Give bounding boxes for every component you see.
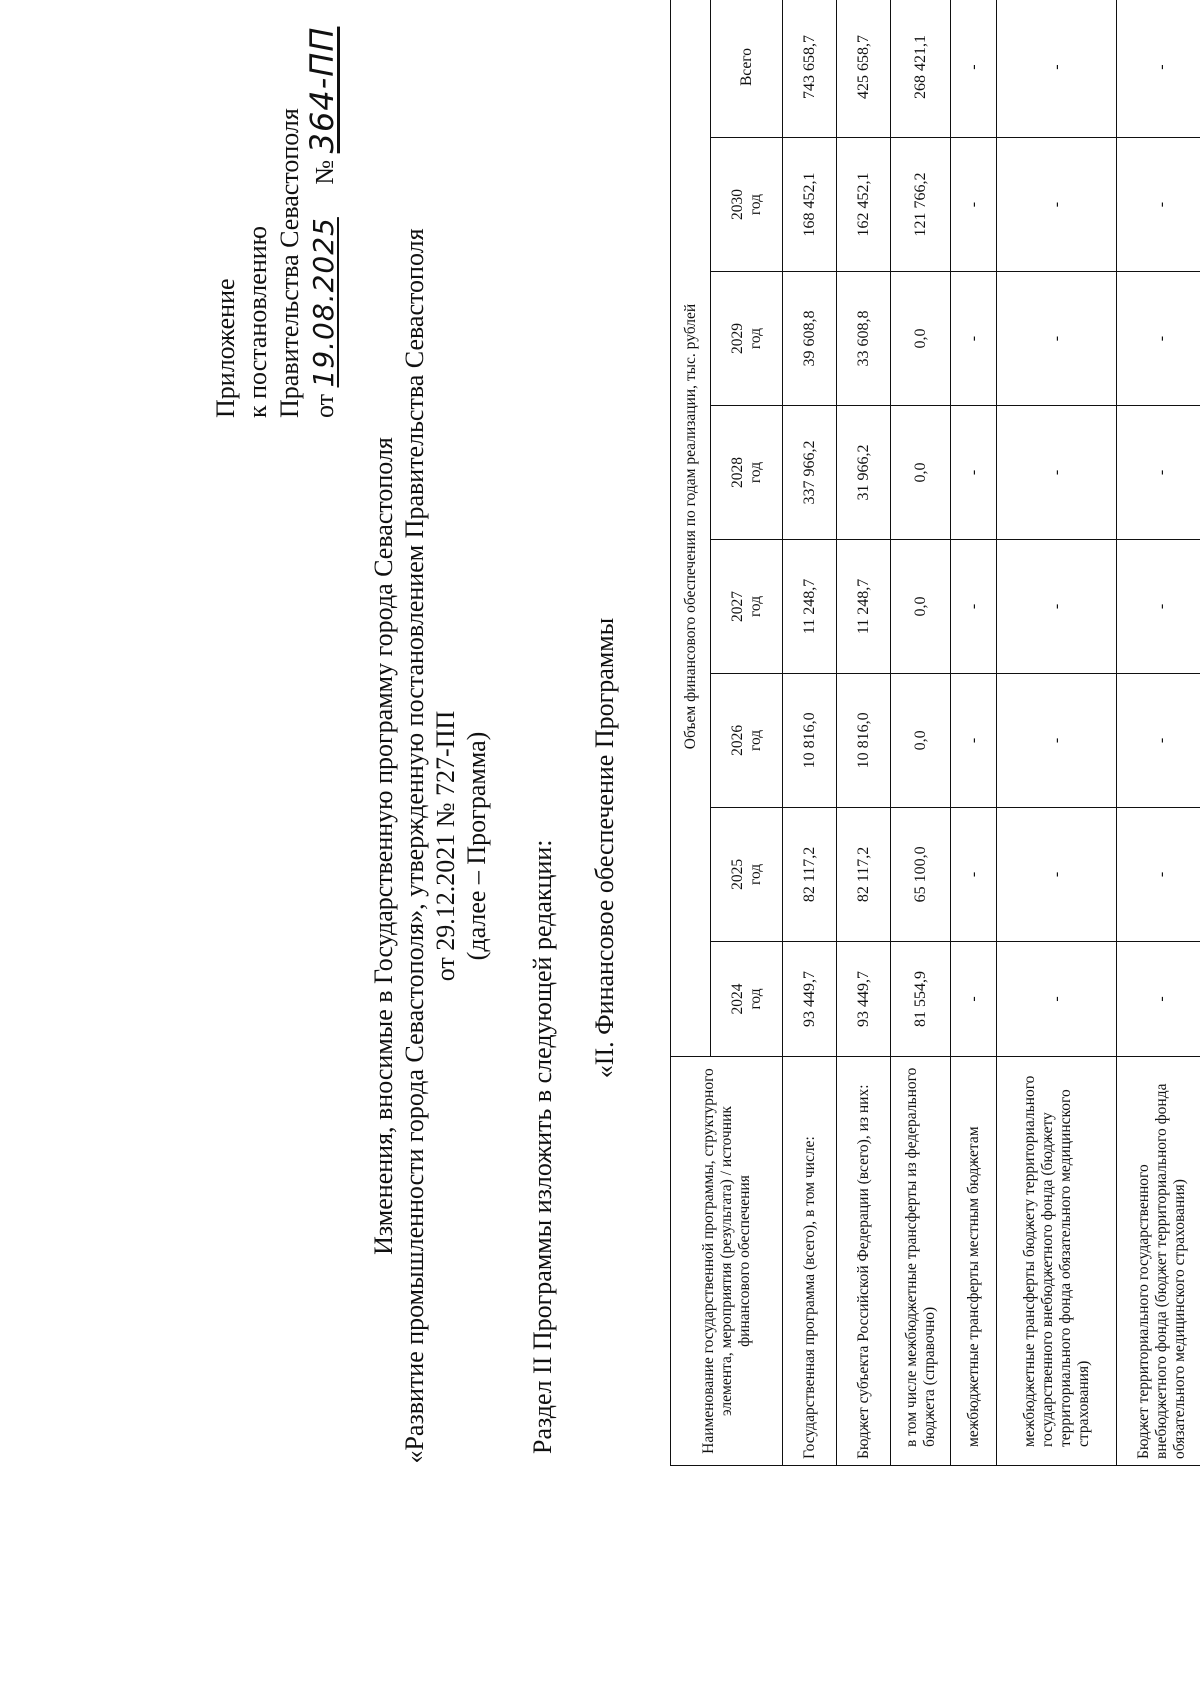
title-line-1: Изменения, вносимые в Государственную программу города Севастополя xyxy=(369,437,398,1255)
value-cell: 11 248,7 xyxy=(783,539,837,673)
value-cell: 168 452,1 xyxy=(783,138,837,272)
value-cell: 93 449,7 xyxy=(837,941,891,1056)
value-cell: 33 608,8 xyxy=(837,272,891,406)
table-row xyxy=(837,0,891,1466)
value-cell: 121 766,2 xyxy=(891,138,951,272)
year-header-2030 xyxy=(711,138,783,272)
title-line-4: (далее – Программа) xyxy=(462,731,491,961)
value-cell: 82 117,2 xyxy=(783,807,837,941)
value-cell: 268 421,1 xyxy=(891,0,951,138)
value-cell: - xyxy=(997,138,1117,272)
value-cell: 82 117,2 xyxy=(837,807,891,941)
value-cell: 743 658,7 xyxy=(783,0,837,138)
value-cell: - xyxy=(997,673,1117,807)
table-row xyxy=(997,0,1117,1466)
value-cell: - xyxy=(1117,272,1200,406)
row-name-cell: Бюджет территориального государственного внебюджетного фонда (бюджет территориального фонда обязательного медицинского страхования) xyxy=(1117,1057,1200,1466)
year-header-year: 2026 xyxy=(728,724,746,756)
year-header-unit: год xyxy=(746,461,764,484)
appendix-block xyxy=(210,18,341,418)
year-header-year: 2030 xyxy=(728,189,746,221)
year-header-unit: год xyxy=(746,595,764,618)
financing-table xyxy=(670,0,1200,1466)
value-cell: 10 816,0 xyxy=(783,673,837,807)
value-cell: 337 966,2 xyxy=(783,406,837,540)
row-name-cell: Государственная программа (всего), в том числе: xyxy=(783,1057,837,1466)
value-cell: - xyxy=(951,673,997,807)
year-header-2028 xyxy=(711,406,783,540)
value-cell: - xyxy=(997,941,1117,1056)
table-header-row xyxy=(671,0,711,1466)
value-cell: 162 452,1 xyxy=(837,138,891,272)
value-cell: - xyxy=(951,539,997,673)
value-cell: - xyxy=(951,0,997,138)
year-header-unit: год xyxy=(746,729,764,752)
title-line-2: «Развитие промышленности города Севастополя», утвержденную постановлением Правительства Севастополя xyxy=(400,228,429,1464)
year-header-unit: год xyxy=(746,988,764,1010)
value-cell: - xyxy=(997,539,1117,673)
row-name-cell: в том числе межбюджетные трансферты из федерального бюджета (справочно) xyxy=(891,1057,951,1466)
table-row xyxy=(1117,0,1200,1466)
value-cell: - xyxy=(997,272,1117,406)
year-header-2029 xyxy=(711,272,783,406)
year-header-2026 xyxy=(711,673,783,807)
value-cell: - xyxy=(1117,0,1200,138)
table-row xyxy=(951,0,997,1466)
value-cell: 93 449,7 xyxy=(783,941,837,1056)
from-label: от xyxy=(310,393,339,418)
appendix-line-1: Приложение xyxy=(211,278,240,418)
value-cell: 10 816,0 xyxy=(837,673,891,807)
value-cell: - xyxy=(1117,941,1200,1056)
table-row xyxy=(891,0,951,1466)
year-header-unit: год xyxy=(746,863,764,885)
year-header-2027 xyxy=(711,539,783,673)
year-header-year: 2029 xyxy=(728,323,746,355)
year-header-year: 2025 xyxy=(728,858,746,890)
year-header-year: 2028 xyxy=(728,456,746,488)
value-cell: - xyxy=(1117,539,1200,673)
value-cell: 65 100,0 xyxy=(891,807,951,941)
year-header-2024 xyxy=(711,941,783,1056)
handwritten-date: 19.08.2025 xyxy=(307,217,340,388)
total-header: Всего xyxy=(711,0,783,138)
value-cell: - xyxy=(997,807,1117,941)
section-instruction: Раздел II Программы изложить в следующей редакции: xyxy=(528,839,557,1454)
value-cell: - xyxy=(1117,138,1200,272)
appendix-line-2: к постановлению xyxy=(243,225,272,418)
appendix-line-3: Правительства Севастополя xyxy=(275,108,304,418)
value-cell: 0,0 xyxy=(891,406,951,540)
value-cell: 0,0 xyxy=(891,673,951,807)
value-cell: 0,0 xyxy=(891,272,951,406)
value-cell: - xyxy=(1117,673,1200,807)
value-cell: - xyxy=(1117,807,1200,941)
value-cell: - xyxy=(951,406,997,540)
year-header-year: 2027 xyxy=(728,590,746,622)
value-cell: 0,0 xyxy=(891,539,951,673)
value-cell: 39 608,8 xyxy=(783,272,837,406)
table-row xyxy=(783,0,837,1466)
handwritten-number: 364-ПП xyxy=(303,26,341,154)
value-cell: - xyxy=(951,272,997,406)
volume-header: Объем финансового обеспечения по годам реализации, тыс. рублей xyxy=(671,0,711,1057)
year-header-2025 xyxy=(711,807,783,941)
year-header-unit: год xyxy=(746,193,764,216)
appendix-date-line xyxy=(303,18,341,418)
row-name-cell: межбюджетные трансферты местным бюджетам xyxy=(951,1057,997,1466)
name-column-header: Наименование государственной программы, структурного элемента, мероприятия (результата) / источник финансового обеспечения xyxy=(671,1057,783,1466)
year-header-year: 2024 xyxy=(728,983,746,1015)
value-cell: - xyxy=(951,138,997,272)
value-cell: - xyxy=(951,807,997,941)
value-cell: - xyxy=(997,406,1117,540)
section-heading: «II. Финансовое обеспечение Программы xyxy=(590,617,619,1079)
value-cell: - xyxy=(951,941,997,1056)
value-cell: 425 658,7 xyxy=(837,0,891,138)
row-name-cell: межбюджетные трансферты бюджету территориального государственного внебюджетного фонда (бюджету территориального фонда обязательного медицинского страхования) xyxy=(997,1057,1117,1466)
document-title xyxy=(368,196,492,1496)
year-header-unit: год xyxy=(746,327,764,350)
table-body xyxy=(783,0,1200,1466)
value-cell: - xyxy=(1117,406,1200,540)
number-label: № xyxy=(310,159,339,185)
value-cell: 31 966,2 xyxy=(837,406,891,540)
value-cell: 81 554,9 xyxy=(891,941,951,1056)
value-cell: 11 248,7 xyxy=(837,539,891,673)
value-cell: - xyxy=(997,0,1117,138)
title-line-3: от 29.12.2021 № 727-ПП xyxy=(431,710,460,982)
row-name-cell: Бюджет субъекта Российской Федерации (всего), из них: xyxy=(837,1057,891,1466)
